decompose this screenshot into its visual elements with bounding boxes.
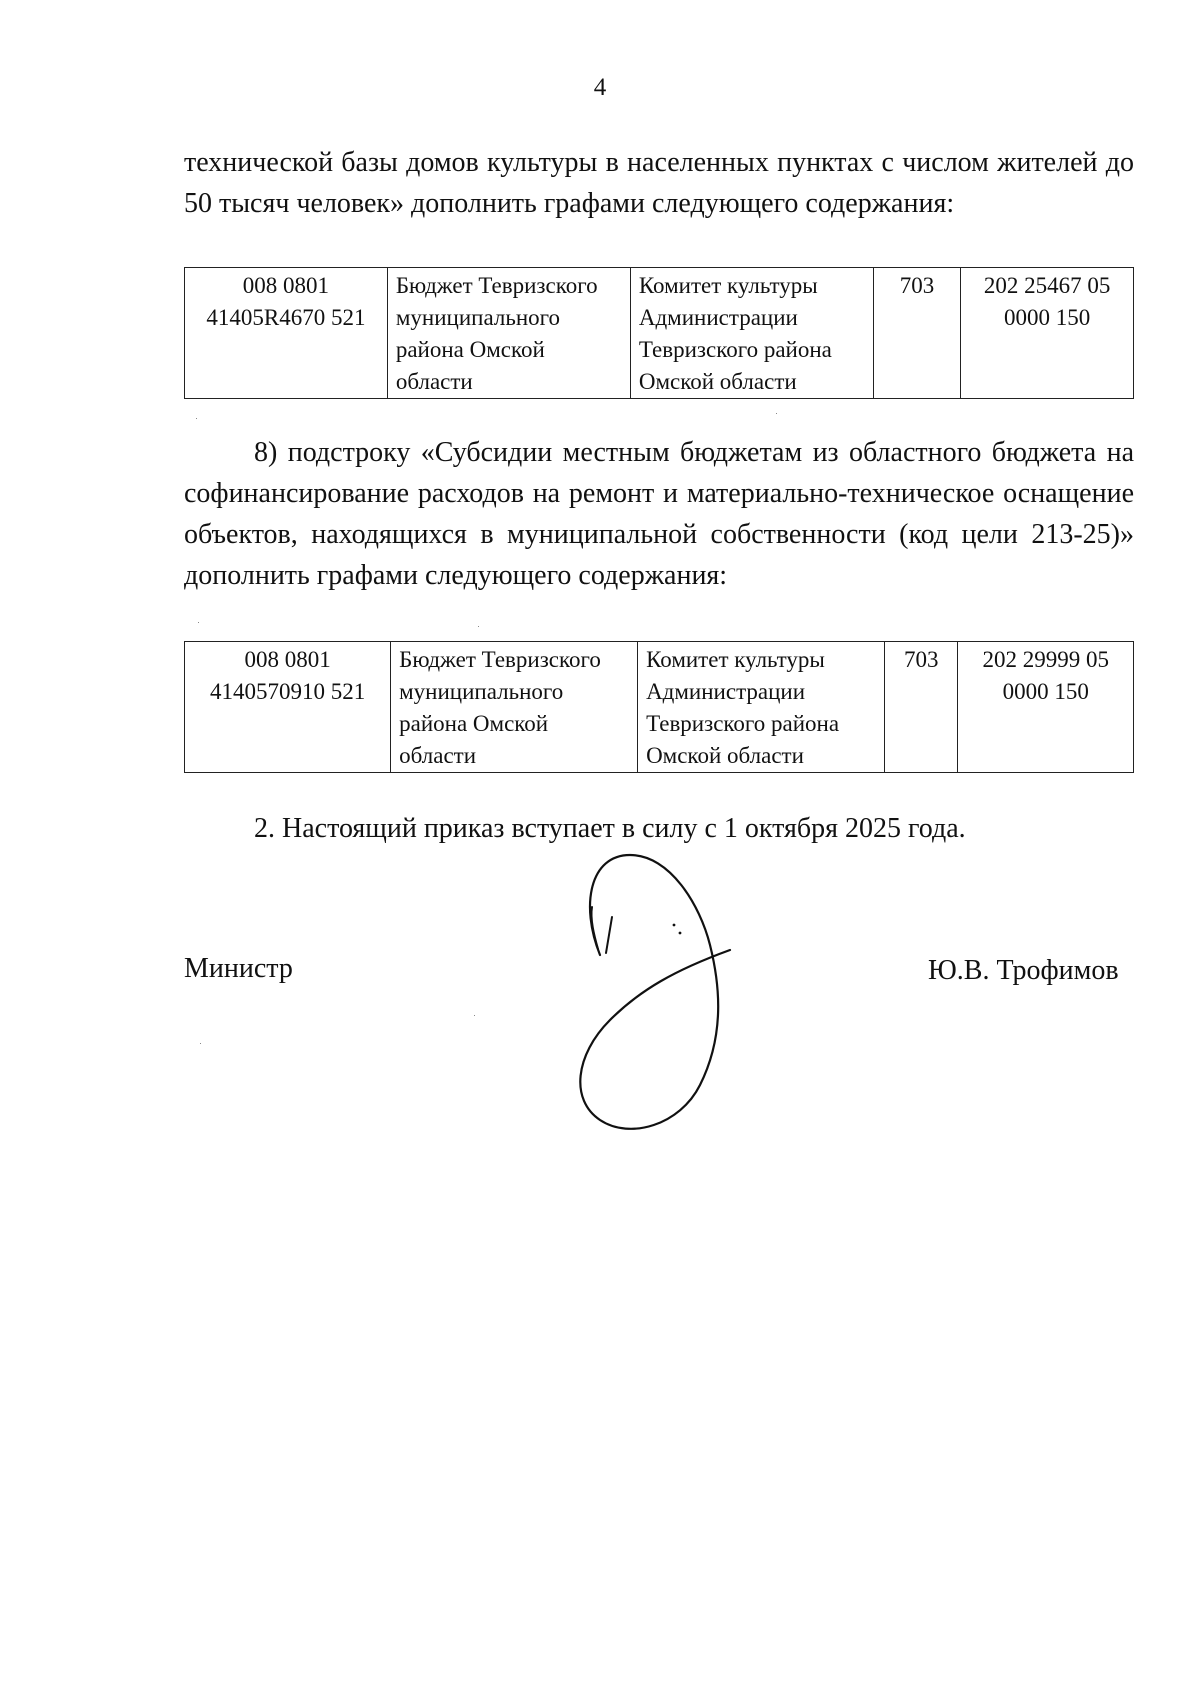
paragraph-2: 2. Настоящий приказ вступает в силу с 1 октября 2025 года. (254, 813, 966, 844)
budget-line: области (399, 743, 477, 768)
scan-speck (198, 622, 199, 623)
income-code-cell (961, 268, 1134, 399)
budget-line: Бюджет Тевризского (399, 647, 601, 672)
table-row (185, 268, 1134, 399)
administrator-cell (630, 268, 873, 399)
scan-speck (474, 1015, 475, 1016)
admin-line: Тевризского района (638, 337, 832, 362)
intro-line-2: 50 тысяч человек» дополнить графами следующего содержания: (184, 188, 955, 219)
signatory-name: Ю.В. Трофимов (928, 955, 1119, 986)
code-line: 41405R4670 521 (206, 305, 366, 330)
handwritten-signature (560, 845, 760, 1145)
income-line: 202 25467 05 (983, 273, 1111, 298)
admin-line: Администрации (638, 305, 798, 330)
budget-cell (387, 268, 630, 399)
budget-line: района Омской (399, 711, 549, 736)
code-cell (185, 642, 391, 773)
table-row (185, 642, 1134, 773)
admin-line: Тевризского района (646, 711, 840, 736)
admin-line: Омской области (638, 369, 797, 394)
para8-line-1: 8) подстроку «Субсидии местным бюджетам из областного бюджета на (254, 437, 1134, 468)
signatory-position: Министр (184, 953, 293, 984)
scan-speck (478, 626, 479, 627)
budget-table-1 (184, 267, 1134, 399)
scan-speck (196, 418, 197, 419)
income-code-cell (958, 642, 1134, 773)
budget-line: муниципального (395, 305, 560, 330)
intro-line-1: технической базы домов культуры в населенных пунктах с числом жителей до (184, 147, 1134, 178)
scan-speck (200, 1043, 201, 1044)
income-line: 0000 150 (1002, 679, 1089, 704)
income-line: 0000 150 (1003, 305, 1091, 330)
para8-line-3: объектов, находящихся в муниципальной собственности (код цели 213-25)» (184, 519, 1134, 550)
page-number: 4 (593, 74, 607, 101)
budget-line: Бюджет Тевризского (395, 273, 598, 298)
admin-line: Комитет культуры (638, 273, 818, 298)
budget-line: муниципального (399, 679, 564, 704)
para8-line-2: софинансирование расходов на ремонт и материально-техническое оснащение (184, 478, 1134, 509)
intro-paragraph (184, 142, 1134, 224)
chapter-cell: 703 (885, 642, 958, 773)
income-line: 202 29999 05 (982, 647, 1109, 672)
admin-line: Комитет культуры (646, 647, 825, 672)
admin-line: Омской области (646, 743, 804, 768)
chapter-cell: 703 (873, 268, 960, 399)
code-line: 008 0801 (242, 273, 330, 298)
scan-speck (776, 413, 777, 414)
paragraph-8 (184, 432, 1134, 596)
budget-line: области (395, 369, 473, 394)
budget-cell (391, 642, 638, 773)
admin-line: Администрации (646, 679, 806, 704)
para8-line-4: дополнить графами следующего содержания: (184, 560, 728, 591)
code-line: 4140570910 521 (209, 679, 366, 704)
budget-line: района Омской (395, 337, 545, 362)
code-line: 008 0801 (244, 647, 331, 672)
code-cell (185, 268, 388, 399)
budget-table-2 (184, 641, 1134, 773)
administrator-cell (638, 642, 885, 773)
